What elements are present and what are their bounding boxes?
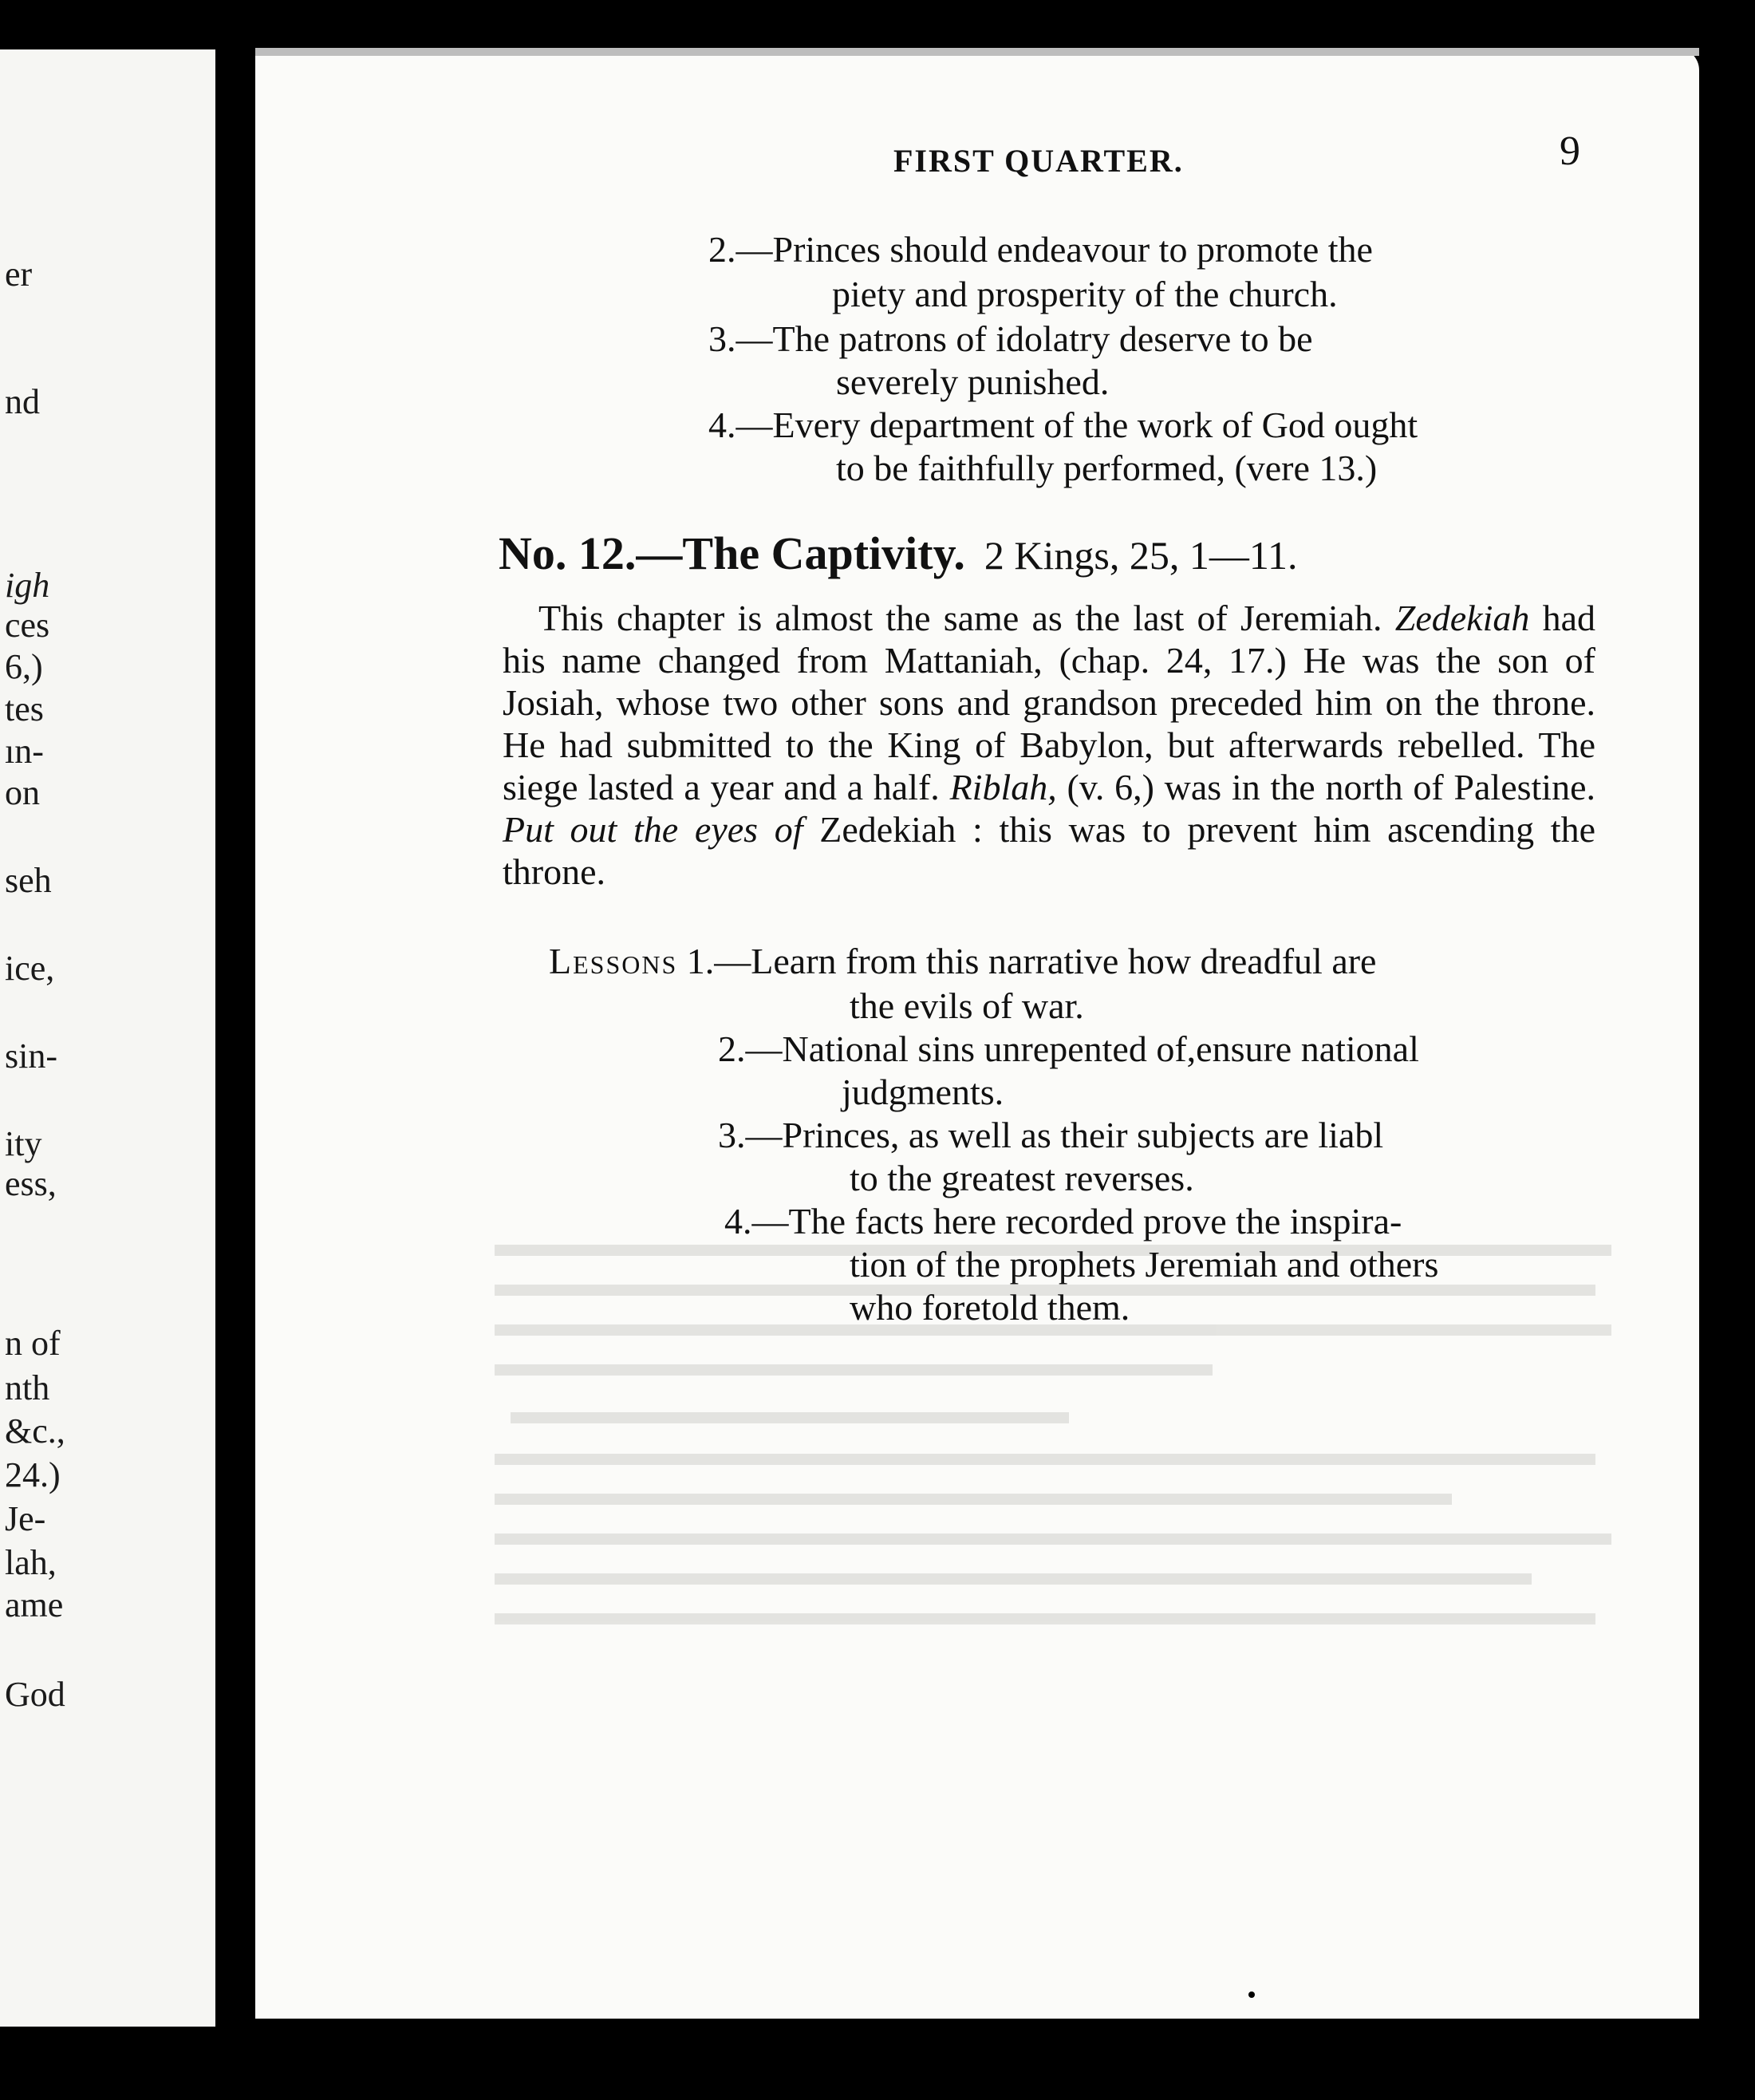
lesson-line: 3.—The patrons of idolatry deserve to be <box>708 318 1313 359</box>
facing-page-fragment: ces <box>5 606 50 645</box>
facing-page-fragment: 6,) <box>5 647 43 686</box>
facing-page-fragment: ame <box>5 1585 64 1624</box>
lesson-line: 3.—Princes, as well as their subjects are liabl <box>718 1115 1384 1155</box>
lesson-line: who foretold them. <box>850 1287 1130 1328</box>
lesson-line: 4.—Every department of the work of God ought <box>708 405 1418 445</box>
running-head: FIRST QUARTER. <box>893 143 1184 179</box>
lesson-line: the evils of war. <box>850 985 1084 1026</box>
scan-speck <box>1715 1415 1723 1423</box>
name-emphasis: Riblah, <box>949 767 1057 807</box>
scripture-reference: 2 Kings, 25, 1—11. <box>984 533 1298 578</box>
lesson-line: 2.—National sins unrepented of,ensure national <box>718 1028 1419 1069</box>
facing-page-fragment: er <box>5 255 33 294</box>
facing-page-fragment: lah, <box>5 1543 57 1582</box>
lesson-line: tion of the prophets Jeremiah and others <box>850 1244 1439 1285</box>
facing-page-fragment: seh <box>5 861 52 900</box>
page-number: 9 <box>1560 128 1580 174</box>
facing-page-fragment: n of <box>5 1324 61 1363</box>
facing-page-fragment: ity <box>5 1124 42 1163</box>
lesson-line: judgments. <box>842 1072 1004 1112</box>
facing-page-fragment: nd <box>5 382 40 421</box>
facing-page-fragment: 24.) <box>5 1455 61 1494</box>
facing-page-fragment: &c., <box>5 1411 65 1451</box>
lesson-line: 2.—Princes should endeavour to promote the <box>708 229 1373 270</box>
facing-page <box>0 49 239 2027</box>
facing-page-fragment: nth <box>5 1368 50 1407</box>
facing-page-fragment: on <box>5 773 40 812</box>
facing-page-fragment: igh <box>5 566 50 605</box>
phrase-emphasis: Put out the eyes of <box>503 809 803 850</box>
facing-page-fragment: tes <box>5 689 44 728</box>
section-title: No. 12.—The Captivity. <box>499 527 965 579</box>
lessons-label: Lessons <box>549 941 678 981</box>
facing-page-fragment: ess, <box>5 1164 57 1203</box>
facing-page-fragment: God <box>5 1675 65 1714</box>
facing-page-fragment: ın- <box>5 732 44 771</box>
section-body <box>503 597 1595 893</box>
facing-page-fragment: ice, <box>5 949 55 988</box>
lesson-line: to be faithfully performed, (vere 13.) <box>836 448 1378 488</box>
lesson-line: to the greatest reverses. <box>850 1158 1194 1198</box>
lesson-line: piety and prosperity of the church. <box>832 274 1338 314</box>
facing-page-fragment: Je- <box>5 1499 46 1538</box>
facing-page-fragment: sin- <box>5 1036 57 1076</box>
scan-speck <box>1248 1991 1255 1998</box>
lessons-first-line: Lessons 1.—Learn from this narrative how dreadful are <box>549 941 1377 981</box>
lesson-line: 4.—The facts here recorded prove the inspira- <box>724 1201 1402 1241</box>
body-paragraph: This chapter is almost the same as the last of Jeremiah. Zedekiah had his name changed from Mattaniah, (chap. 24, 17.) He was the son of Josiah, whose two other sons and grandson preceded him on the throne. He had submitted to the King of Babylon, but afterwards rebelled. The siege lasted a year and a half. Riblah, (v. 6,) was in the north of Palestine. Put out the eyes of Zedekiah : this was to prevent him ascending the throne. <box>503 598 1596 892</box>
lesson-line: severely punished. <box>836 361 1110 402</box>
section-heading <box>499 527 1297 580</box>
name-emphasis: Zedekiah <box>1394 598 1530 638</box>
